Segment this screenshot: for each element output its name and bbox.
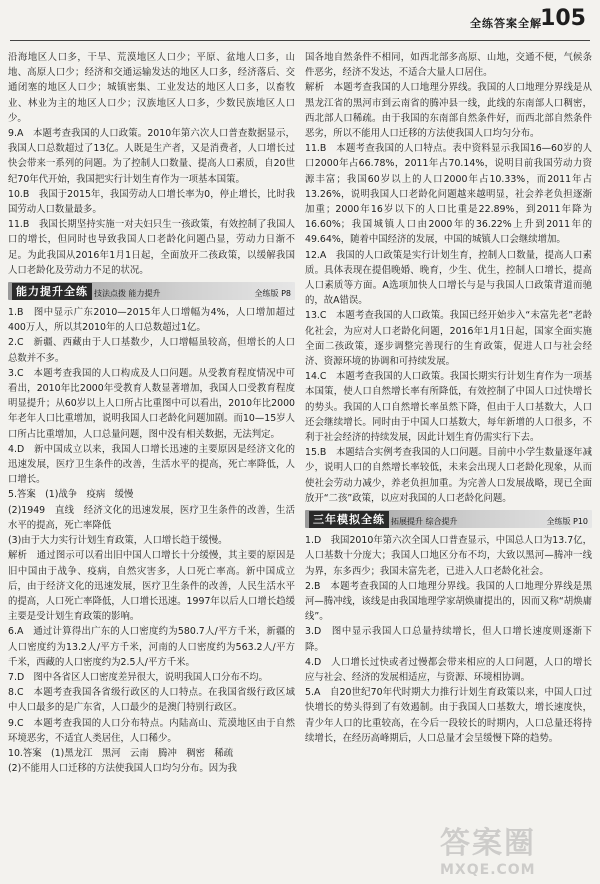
section-title: 能力提升全练 [12, 283, 92, 300]
watermark-url: MXQE.COM [440, 862, 536, 878]
section-banner-ability [8, 282, 295, 300]
answer-paragraph: 2.B 本题考查我国的人口地理分界线。我国的人口地理分界线是黑河—腾冲线，该线是由我国地理学家胡焕庸提出的，因而又称“胡焕庸线”。 [305, 580, 592, 623]
answer-paragraph: 1.D 我国2010年第六次全国人口普查显示，中国总人口为13.7亿，人口基数十分庞大；我国人口地区分布不均，大致以黑河—腾冲一线为界，东多西少；我国未富先老，已进入人口老龄化社会。 [305, 535, 592, 577]
answer-paragraph: 9.A 本题考查我国的人口政策。2010年第六次人口普查数据显示，我国人口总数超过了13亿。人既是生产者，又是消费者，人口增长过快会带来一系列的问题。为了控制人口数量、提高人口素质，自20世纪70年代开始，我国把实行计划生育作为一项基本国策。 [8, 128, 295, 185]
answer-paragraph: 15.B 本题结合实例考查我国的人口问题。目前中小学生数量逐年减少，说明人口的自然增长率较低，未来会出现人口老龄化现象，从而使社会劳动力减少，养老负担加重。为完善人口发展战略，现已全面放开“二孩”政策，以应对我国的人口老龄化问题。 [305, 447, 592, 504]
answer-paragraph: 2.C 新疆、西藏由于人口基数少，人口增幅虽较高，但增长的人口总数并不多。 [8, 337, 295, 364]
header-divider [10, 40, 590, 41]
answer-paragraph: 沿海地区人口多，干旱、荒漠地区人口少；平原、盆地人口多，山地、高原人口少；经济和交通运输发达的地区人口多，经济落后、交通闭塞的地区人口少；城镇密集、工业发达的地区人口多，以畜牧业、林业为主的地区人口少；汉族地区人口多，少数民族地区人口少。 [8, 52, 295, 124]
answer-paragraph: (2)不能用人口迁移的方法使我国人口均匀分布。因为我 [8, 763, 237, 775]
answer-paragraph: 5.A 自20世纪70年代时期大力推行计划生育政策以来，中国人口过快增长的势头得到了有效遏制。由于我国人口基数大，增长速度快，青少年人口的比重较高，在今后一段较长的时期内，人口总量还将持续增长，在经历高峰期后，人口总量才会呈缓慢下降的趋势。 [305, 687, 592, 744]
answer-paragraph: 国各地自然条件不相同，如西北部多高原、山地，交通不便，气候条件恶劣，经济不发达，不适合大量人口居住。 [305, 52, 592, 79]
page-header [0, 4, 600, 38]
answer-paragraph: 11.B 本题考查我国的人口特点。表中资料显示我国16—60岁的人口2000年占66.78%，2011年占70.14%，说明目前我国劳动力资源丰富；我国60岁以上的人口2000年占10.33%，而2011年占13.26%，说明我国人口老龄化问题越来越明显，社会养老负担逐渐加重；2000年16岁以下的人口比重是22.89%，到2011年降为16.60%；我国城镇人口由2000年的36.22%上升到2011年的49.64%，随着中国经济的发展，中国的城镇人口会继续增加。 [305, 143, 592, 246]
answer-paragraph: (2)1949 直线 经济文化的迅速发展，医疗卫生条件的改善，生活水平的提高，死亡率降低 [8, 504, 295, 531]
answer-paragraph: 8.C 本题考查我国各省级行政区的人口特点。在我国省级行政区域中人口最多的是广东省，人口最少的是澳门特别行政区。 [8, 687, 295, 714]
header-title: 全练答案全解 [470, 17, 542, 30]
answer-paragraph: 14.C 本题考查我国的人口政策。我国长期实行计划生育作为一项基本国策，使人口自然增长率有所降低，有效控制了中国人口过快增长的势头。我国的人口自然增长率虽然下降，但由于人口基数大，人口还会继续增长。同时由于中国人口基数大，每年新增的人口很多，不利于社会经济的持续发展，因此计划生育仍需实行下去。 [305, 371, 592, 444]
answer-paragraph: 4.D 人口增长过快或者过慢都会带来相应的人口问题，人口的增长应与社会、经济的发展相适应，与资源、环境相协调。 [305, 656, 592, 683]
answer-paragraph: (3)由于大力实行计划生育政策，人口增长趋于缓慢。 [8, 535, 228, 547]
section-subtitle: 拓展提升 综合提升 [391, 517, 458, 527]
watermark-logo [440, 818, 590, 878]
page-number: 105 [540, 6, 586, 31]
answer-paragraph: 解析 本题考查我国的人口地理分界线。我国的人口地理分界线是从黑龙江省的黑河市到云南省的腾冲县一线，此线的东南部人口稠密，西北部人口稀疏。由于我国的东南部自然条件好，而西北部自然条件恶劣，所以不能用人口迁移的方法使我国人口均匀分布。 [305, 82, 592, 140]
answer-paragraph: 7.D 图中各省区人口密度差异很大，说明我国人口分布不均。 [8, 671, 268, 683]
answer-paragraph: 9.C 本题考查我国的人口分布特点。内陆高山、荒漠地区由于自然环境恶劣，不适宜人类居住，人口稀少。 [8, 717, 295, 744]
section-subtitle: 技法点拨 能力提升 [94, 289, 161, 299]
section-page-ref: 全练版 P8 [254, 289, 291, 299]
answer-paragraph: 3.C 本题考查我国的人口构成及人口问题。从受教育程度情况中可看出，2010年比2000年受教育人数显著增加，我国人口受教育程度明显提升；从60岁以上人口所占比重图中可以看出，2010年比2000年老年人口比重增加，说明我国人口老龄化问题加剧。而10—15岁人口所占比重增加，人口总量问题，图中没有相关数据，无法判定。 [8, 367, 295, 440]
section-page-ref: 全练版 P10 [546, 517, 588, 527]
section-banner-three-year [305, 510, 592, 528]
answer-paragraph: 3.D 图中显示我国人口总量持续增长，但人口增长速度则逐渐下降。 [305, 626, 592, 653]
answer-paragraph: 11.B 我国长期坚持实施一对夫妇只生一孩政策，有效控制了我国人口的增长，但同时也导致我国人口老龄化问题凸显，劳动力日渐不足。为此我国从2016年1月1日起，全面放开二孩政策，以缓解我国人口老龄化及劳动力不足的状况。 [8, 219, 295, 276]
watermark-text: 答案圈 [440, 826, 536, 861]
answer-paragraph: 解析 通过图示可以看出旧中国人口增长十分缓慢，其主要的原因是旧中国由于战争、疫病，自然灾害多，人口死亡率高。新中国成立后，由于经济文化的迅速发展，医疗卫生条件的改善，人民生活水平的提高，人口死亡率降低，人口增长迅速。1997年以后人口增长趋缓主要是受计划生育政策的影响。 [8, 550, 295, 623]
right-column [305, 50, 592, 746]
answer-paragraph: 10.B 我国于2015年，我国劳动人口增长率为0，停止增长，比时我国劳动人口数量最多。 [8, 188, 295, 216]
answer-paragraph: 5.答案 (1)战争 疫病 缓慢 [8, 489, 134, 501]
section-title: 三年模拟全练 [309, 511, 389, 528]
answer-paragraph: 6.A 通过计算得出广东的人口密度约为580.7人/平方千米，新疆的人口密度约为13.2人/平方千米，河南的人口密度约为563.2人/平方千米，西藏的人口密度约为2.5人/平方千米。 [8, 626, 295, 668]
answer-paragraph: 13.C 本题考查我国的人口政策。我国已经开始步入“未富先老”老龄化社会，为应对人口老龄化问题，2016年1月1日起，国家全面实施全面二孩政策，逐步调整完善现行的生育政策，促进人口与社会经济、资源环境的协调和可持续发展。 [305, 310, 592, 368]
left-column [8, 50, 295, 776]
answer-paragraph: 12.A 我国的人口政策是实行计划生育，控制人口数量，提高人口素质。具体表现在提倡晚婚、晚育，少生、优生，控制人口增长，提高人口素质等方面。A选项加快人口增长与是与我国人口政策背道而驰的，故A错误。 [305, 249, 592, 307]
answer-paragraph: 4.D 新中国成立以来，我国人口增长迅速的主要原因是经济文化的迅速发展，医疗卫生条件的改善，生活水平的提高，死亡率降低，人口增长。 [8, 443, 295, 486]
answer-paragraph: 1.B 图中显示广东2010—2015年人口增幅为4%，人口增加超过400万人，所以其2010年的人口总数超过1亿。 [8, 307, 295, 334]
answer-paragraph: 10.答案 (1)黑龙江 黑河 云南 腾冲 稠密 稀疏 [8, 747, 234, 759]
